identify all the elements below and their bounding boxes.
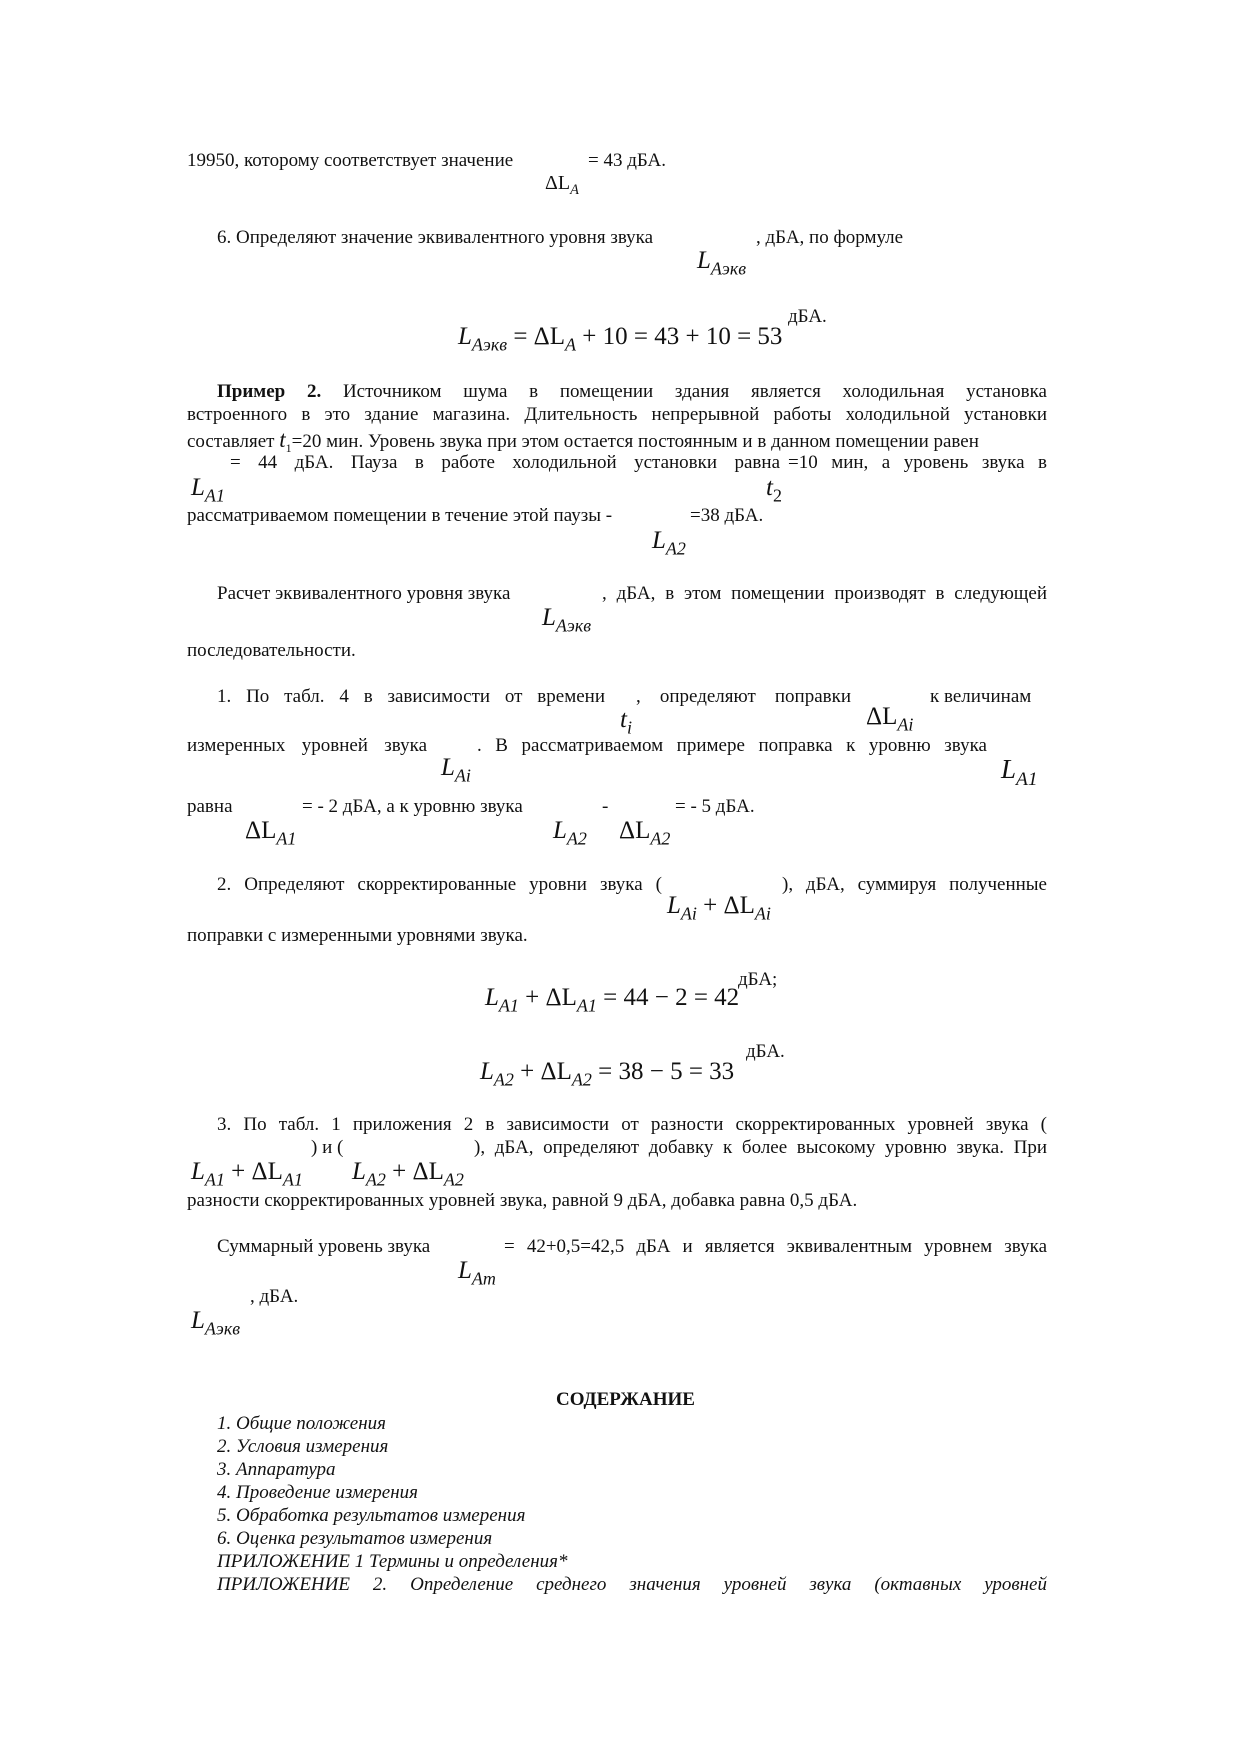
- text-line: 19950, которому соответствует значение: [187, 150, 514, 171]
- text-line: , дБА, по формуле: [756, 227, 904, 248]
- text-unit: дБА;: [738, 969, 778, 990]
- toc-item[interactable]: 3. Аппаратура: [217, 1459, 336, 1480]
- text-unit: дБА.: [788, 306, 827, 327]
- toc-item[interactable]: ПРИЛОЖЕНИЕ 2. Определение среднего значения уровней звука (октавных уровней: [217, 1574, 1047, 1595]
- toc-title: СОДЕРЖАНИЕ: [556, 1389, 695, 1410]
- text-line: разности скорректированных уровней звука, равной 9 дБА, добавка равна 0,5 дБА.: [187, 1190, 858, 1211]
- text-line: = 44 дБА. Пауза в работе холодильной установки равна: [230, 452, 780, 473]
- math-la-ekv: $L_{Aэкв}$: [191, 1307, 241, 1339]
- formula-la1: $L_{A1} + \Delta L_{A1} = 44 - 2 = 42$: [485, 984, 740, 1016]
- toc-item[interactable]: 2. Условия измерения: [217, 1436, 389, 1457]
- text-line: . В рассматриваемом примере поправка к уровню звука: [477, 735, 987, 756]
- math-delta-la: $\Delta L_A$: [545, 172, 579, 199]
- text-line: составляет $t_1=20$ мин. Уровень звука при этом остается постоянным и в данном помещении равен: [187, 427, 979, 455]
- text-line: 6. Определяют значение эквивалентного уровня звука: [217, 227, 654, 248]
- text-line: Пример 2. Источником шума в помещении здания является холодильная установка: [217, 381, 1047, 402]
- math-la-ekv: $L_{Aэкв}$: [542, 604, 592, 636]
- text-line: ) и (: [311, 1137, 344, 1158]
- text-line: = - 2 дБА, а к уровню звука: [302, 796, 523, 817]
- text-line: =38 дБА.: [690, 505, 764, 526]
- text-unit: дБА.: [746, 1041, 785, 1062]
- text-line: = - 5 дБА.: [675, 796, 755, 817]
- text-line: 3. По табл. 1 приложения 2 в зависимости от разности скорректированных уровней звука (: [217, 1114, 1047, 1135]
- text-line: встроенного в это здание магазина. Длительность непрерывной работы холодильной установки: [187, 404, 1047, 425]
- toc-item[interactable]: 1. Общие положения: [217, 1413, 386, 1434]
- math-lai: $L_{Ai}$: [441, 754, 471, 786]
- text-line: =10 мин, а уровень звука в: [788, 452, 1047, 473]
- text-line: ), дБА, суммируя полученные: [782, 874, 1047, 895]
- math-la2: $L_{A2}$: [652, 527, 686, 559]
- math-ti: $t_i$: [620, 706, 632, 738]
- math-la2: $L_{A2}$: [553, 817, 587, 849]
- text-line: к величинам: [930, 686, 1032, 707]
- math-lai-plus-dlai: $L_{Ai} + \Delta L_{Ai}$: [667, 892, 771, 924]
- text-line: равна: [187, 796, 233, 817]
- math-la2-plus-dla2: $L_{A2} + \Delta L_{A2}$: [352, 1158, 464, 1190]
- math-la-ekv: $L_{Aэкв}$: [697, 247, 747, 279]
- text-line: , дБА.: [250, 1286, 299, 1307]
- math-la1: $L_{A1}$: [1001, 754, 1038, 790]
- toc-item[interactable]: 6. Оценка результатов измерения: [217, 1528, 493, 1549]
- formula-la-ekv: $L_{Aэкв} = \Delta L_A + 10 = 43 + 10 = 53$: [458, 323, 783, 355]
- text-line: , дБА, в этом помещении производят в следующей: [602, 583, 1047, 604]
- toc-item[interactable]: 4. Проведение измерения: [217, 1482, 419, 1503]
- toc-item[interactable]: 5. Обработка результатов измерения: [217, 1505, 526, 1526]
- math-la1-plus-dla1: $L_{A1} + \Delta L_{A1}$: [191, 1158, 303, 1190]
- toc-item[interactable]: ПРИЛОЖЕНИЕ 1 Термины и определения*: [217, 1551, 568, 1572]
- text-line: 2. Определяют скорректированные уровни звука (: [217, 874, 662, 895]
- text-line: -: [602, 796, 609, 817]
- math-delta-la2: $\Delta L_{A2}$: [619, 817, 671, 849]
- math-t2: $t_2$: [766, 474, 782, 506]
- math-delta-lai: $\Delta L_{Ai}$: [866, 703, 914, 735]
- text-line: рассматриваемом помещении в течение этой паузы -: [187, 505, 613, 526]
- text-line: Суммарный уровень звука: [217, 1236, 431, 1257]
- text-line: 1. По табл. 4 в зависимости от времени: [217, 686, 605, 707]
- text-line: ), дБА, определяют добавку к более высокому уровню звука. При: [474, 1137, 1047, 1158]
- text-line: = 43 дБА.: [588, 150, 667, 171]
- text-line: = 42+0,5=42,5 дБА и является эквивалентным уровнем звука: [504, 1236, 1047, 1257]
- text-line: измеренных уровней звука: [187, 735, 427, 756]
- text-line: , определяют поправки: [636, 686, 851, 707]
- math-la1: $L_{A1}$: [191, 474, 225, 506]
- math-lam: $L_{Am}$: [458, 1257, 496, 1289]
- text-line: поправки с измеренными уровнями звука.: [187, 925, 528, 946]
- formula-la2: $L_{A2} + \Delta L_{A2} = 38 - 5 = 33$: [480, 1058, 735, 1090]
- text-line: последовательности.: [187, 640, 356, 661]
- text-line: Расчет эквивалентного уровня звука: [217, 583, 511, 604]
- math-delta-la1: $\Delta L_{A1}$: [245, 817, 297, 849]
